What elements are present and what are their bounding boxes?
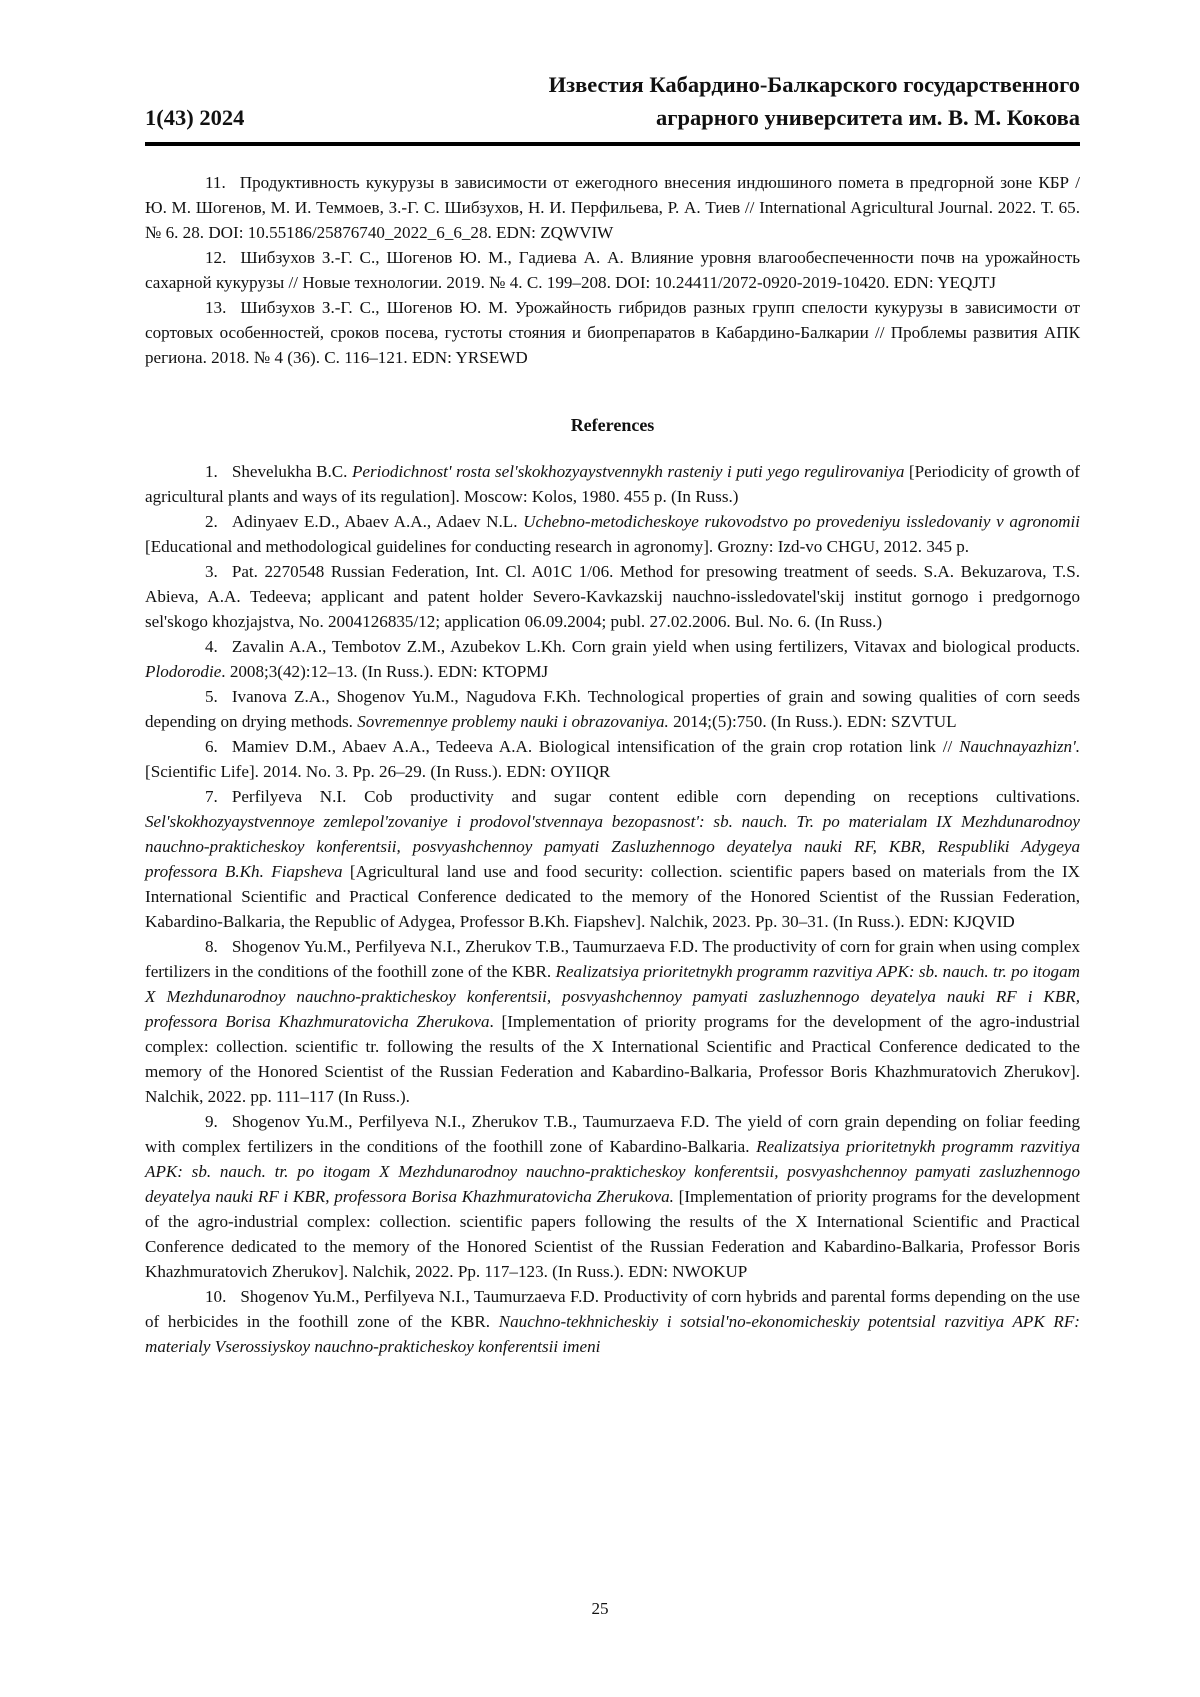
references-heading: References (145, 413, 1080, 438)
russian-reference-list (145, 170, 1080, 370)
english-reference-list (145, 459, 1080, 1359)
reference-number: 5. (175, 684, 218, 709)
reference-text: Zavalin A.A., Tembotov Z.M., Azubekov L.Kh. Corn grain yield when using fertilizers, Vitavax and biological products. (232, 637, 1080, 656)
reference-text: Shogenov Yu.M., Perfilyeva N.I., Zherukov T.B., Taumurzaeva F.D. The yield of corn grain depending on foliar feeding with complex fertilizers in the conditions of the foothill zone of Kabardino-Balkaria. (145, 1112, 1080, 1156)
reference-item (145, 245, 1080, 295)
reference-text: Pat. 2270548 Russian Federation, Int. Cl. A01C 1/06. Method for presowing treatment of seeds. S.A. Bekuzarova, T.S. Abieva, A.A. Tedeeva; applicant and patent holder Severo-Kavkazskij nauchno-issledovatel'skij institut gornogo i predgornogo sel'skogo khozjajstva, No. 2004126835/12; application 06.09.2004; publ. 27.02.2006. Bul. No. 6. (In Russ.) (145, 562, 1080, 631)
reference-source-title: Nauchno-tekhnicheskiy i sotsial'no-ekonomicheskiy potentsial razvitiya APK RF: materialy Vserossiyskoy nauchno-prakticheskoy konferentsii imeni (145, 1312, 1080, 1356)
reference-item (145, 559, 1080, 634)
reference-item (145, 1284, 1080, 1359)
reference-item (145, 934, 1080, 1109)
reference-list (145, 170, 1080, 1359)
reference-text: Mamiev D.M., Abaev A.A., Tedeeva A.A. Biological intensification of the grain crop rotation link // (232, 737, 959, 756)
reference-number: 1. (175, 459, 218, 484)
reference-source-title: Sel'skokhozyaystvennoye zemlepol'zovaniye i prodovol'stvennaya bezopasnost': sb. nauch. Tr. po materialam IX Mezhdunarodnoy nauchno-prakticheskoy konferentsii, posvyashchennoy pamyati Zasluzhennogo deyatelya nauki RF, KBR, Respubliki Adygeya professora B.Kh. Fiapsheva (145, 812, 1080, 881)
reference-number: 11. (175, 170, 226, 195)
reference-text-tail: [Educational and methodological guidelines for conducting research in agronomy]. Grozny: Izd-vo CHGU, 2012. 345 p. (145, 537, 969, 556)
reference-text: Шибзухов З.-Г. С., Шогенов Ю. М. Урожайность гибридов разных групп спелости кукурузы в зависимости от сортовых особенностей, сроков посева, густоты стояния и биопрепаратов в Кабардино-Балкарии // Проблемы развития АПК региона. 2018. № 4 (36). С. 116–121. EDN: YRSEWD (145, 298, 1080, 367)
reference-text: Ivanova Z.A., Shogenov Yu.M., Nagudova F.Kh. Technological properties of grain and sowing qualities of corn seeds depending on drying methods. (145, 687, 1080, 731)
header-rule (145, 142, 1080, 146)
reference-text-tail: [Implementation of priority programs for the development of the agro-industrial complex: collection. scientific papers following the results of the X International Scientific and Practical Conference dedicated to the memory of the Honored Scientist of the Russian Federation and Kabardino-Balkaria, Professor Boris Khazhmuratovich Zherukov]. Nalchik, 2022. Pp. 117–123. (In Russ.). EDN: NWOKUP (145, 1187, 1080, 1281)
reference-text-tail: . [Implementation of priority programs for the development of the agro-industrial complex: collection. scientific tr. following the results of the X International Scientific and Practical Conference dedicated to the memory of the Honored Scientist of the Russian Federation and Kabardino-Balkaria, Professor Boris Khazhmuratovich Zherukov]. Nalchik, 2022. pp. 111–117 (In Russ.). (145, 1012, 1080, 1106)
reference-text-tail: [Periodicity of growth of agricultural plants and ways of its regulation]. Moscow: Kolos, 1980. 455 p. (In Russ.) (145, 462, 1080, 506)
reference-text: Шибзухов З.-Г. С., Шогенов Ю. М., Гадиева А. А. Влияние уровня влагообеспеченности почв на урожайность сахарной кукурузы // Новые технологии. 2019. № 4. С. 199–208. DOI: 10.24411/2072-0920-2019-10420. EDN: YEQJTJ (145, 248, 1080, 292)
reference-source-title: Sovremennye problemy nauki i obrazovaniya. (357, 712, 669, 731)
reference-item (145, 509, 1080, 559)
issue-number: 1(43) 2024 (145, 105, 244, 131)
reference-number: 4. (175, 634, 218, 659)
reference-item (145, 1109, 1080, 1284)
reference-item (145, 295, 1080, 370)
reference-item (145, 170, 1080, 245)
reference-number: 6. (175, 734, 218, 759)
reference-source-title: Nauchnayazhizn'. (959, 737, 1080, 756)
journal-title-line2: аграрного университета им. В. М. Кокова (656, 105, 1080, 131)
reference-item (145, 784, 1080, 934)
reference-text: Shevelukha B.C. (232, 462, 352, 481)
reference-number: 9. (175, 1109, 218, 1134)
page-number: 25 (0, 1599, 1200, 1619)
reference-source-title: Uchebno-metodicheskoye rukovodstvo po provedeniyu issledovaniy v agronomii (523, 512, 1080, 531)
reference-number: 2. (175, 509, 218, 534)
reference-item (145, 734, 1080, 784)
reference-number: 3. (175, 559, 218, 584)
reference-item (145, 459, 1080, 509)
reference-number: 7. (175, 784, 218, 809)
reference-text: Shogenov Yu.M., Perfilyeva N.I., Zherukov T.B., Taumurzaeva F.D. The productivity of corn for grain when using complex fertilizers in the conditions of the foothill zone of the KBR. (145, 937, 1080, 981)
journal-title-line1: Известия Кабардино-Балкарского государственного (549, 72, 1080, 98)
reference-number: 8. (175, 934, 218, 959)
reference-number: 13. (175, 295, 226, 320)
reference-number: 12. (175, 245, 226, 270)
reference-text-tail: [Scientific Life]. 2014. No. 3. Pp. 26–29. (In Russ.). EDN: OYIIQR (145, 762, 610, 781)
reference-text: Shogenov Yu.M., Perfilyeva N.I., Taumurzaeva F.D. Productivity of corn hybrids and parental forms depending on the use of herbicides in the foothill zone of the KBR. (145, 1287, 1080, 1331)
reference-text-tail: [Agricultural land use and food security: collection. scientific papers based on materials from the IX International Scientific and Practical Conference dedicated to the memory of the Honored Scientist of the Russian Federation, Kabardino-Balkaria, the Republic of Adygea, Professor B.Kh. Fiapshev]. Nalchik, 2023. Pp. 30–31. (In Russ.). EDN: KJQVID (145, 862, 1080, 931)
reference-source-title: Periodichnost' rosta sel'skokhozyaystvennykh rasteniy i puti yego regulirovaniya (352, 462, 904, 481)
reference-item (145, 634, 1080, 684)
reference-number: 10. (175, 1284, 226, 1309)
reference-source-title: Realizatsiya prioritetnykh programm razvitiya APK: sb. nauch. tr. po itogam X Mezhdunarodnoy nauchno-prakticheskoy konferentsii, posvyashchennoy pamyati zasluzhennogo deyatelya nauki RF i KBR, professora Borisa Khazhmuratovicha Zherukova (145, 962, 1080, 1031)
reference-source-title: Realizatsiya prioritetnykh programm razvitiya APK: sb. nauch. tr. po itogam X Mezhdunarodnoy nauchno-prakticheskoy konferentsii, posvyashchennoy pamyati zasluzhennogo deyatelya nauki RF i KBR, professora Borisa Khazhmuratovicha Zherukova. (145, 1137, 1080, 1206)
reference-text: Продуктивность кукурузы в зависимости от ежегодного внесения индюшиного помета в предгорной зоне КБР / Ю. М. Шогенов, М. И. Теммоев, З.-Г. С. Шибзухов, Н. И. Перфильева, Р. А. Тиев // International Agricultural Journal. 2022. Т. 65. № 6. 28. DOI: 10.55186/25876740_2022_6_6_28. EDN: ZQWVIW (145, 173, 1080, 242)
reference-source-title: Plodorodie (145, 662, 221, 681)
reference-text: Perfilyeva N.I. Cob productivity and sugar content edible corn depending on receptions cultivations. (232, 787, 1080, 806)
reference-text-tail: 2014;(5):750. (In Russ.). EDN: SZVTUL (669, 712, 957, 731)
reference-text-tail: . 2008;3(42):12–13. (In Russ.). EDN: KTOPMJ (221, 662, 548, 681)
journal-page (0, 0, 1200, 1697)
reference-text: Adinyaev E.D., Abaev A.A., Adaev N.L. (232, 512, 523, 531)
reference-item (145, 684, 1080, 734)
